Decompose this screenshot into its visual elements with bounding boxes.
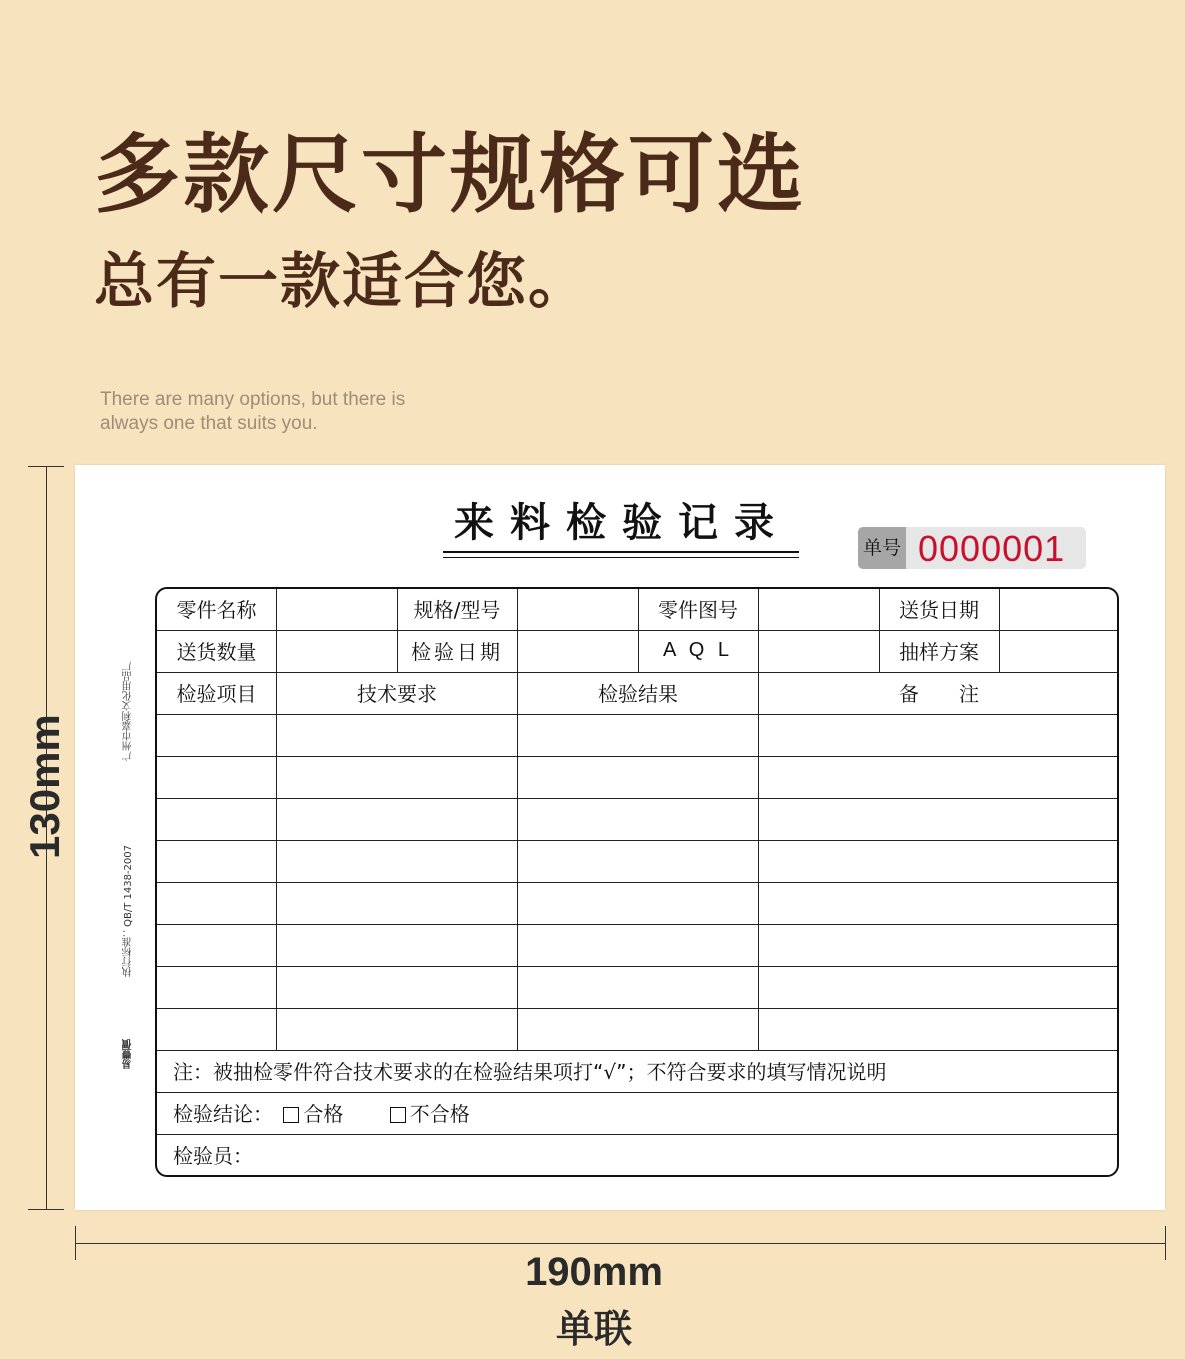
label-delivery-qty: 送货数量 xyxy=(176,640,257,664)
conclusion-row xyxy=(173,1093,470,1135)
field-aql[interactable] xyxy=(759,631,879,673)
grid-rule xyxy=(157,1008,1117,1009)
grid-rule xyxy=(157,882,1117,883)
height-dimension-tick-bottom xyxy=(28,1209,64,1210)
pass-checkbox[interactable] xyxy=(283,1107,299,1123)
fail-label: 不合格 xyxy=(409,1102,470,1126)
field-delivery-date[interactable] xyxy=(1000,589,1118,631)
title-underline-thin xyxy=(443,557,799,558)
col-header-requirement: 技术要求 xyxy=(357,682,437,706)
label-part-name: 零件名称 xyxy=(176,598,257,622)
side-logo: 易豐價 xyxy=(123,1039,134,1069)
copies-label: 单联 xyxy=(555,1307,632,1351)
grid-rule xyxy=(157,966,1117,967)
english-line-1: There are many options, but there is xyxy=(100,389,406,410)
serial-number: 0000001 xyxy=(918,528,1066,569)
serial-label: 单号 xyxy=(858,527,906,569)
fail-checkbox[interactable] xyxy=(390,1107,406,1123)
width-dimension-line xyxy=(75,1243,1166,1244)
form-title: 来料检验记录 xyxy=(454,500,790,546)
label-delivery-date: 送货日期 xyxy=(899,598,979,622)
label-drawing-no: 零件图号 xyxy=(658,598,738,622)
side-standard: 执行标准：QB/T 1438-2007 xyxy=(123,845,134,977)
grid-rule xyxy=(157,798,1117,799)
width-dimension-label: 190mm xyxy=(525,1250,663,1294)
col-header-result: 检验结果 xyxy=(598,682,678,706)
label-sampling-plan: 抽样方案 xyxy=(899,640,979,664)
field-delivery-qty[interactable] xyxy=(277,631,397,673)
pass-label: 合格 xyxy=(303,1102,344,1126)
inspection-form-paper xyxy=(75,465,1165,1210)
grid-rule xyxy=(157,840,1117,841)
field-part-name[interactable] xyxy=(277,589,397,631)
grid-rule xyxy=(157,756,1117,757)
field-inspection-date[interactable] xyxy=(518,631,638,673)
subline: 总有一款适合您。 xyxy=(94,247,590,317)
note-text: 注：被抽检零件符合技术要求的在检验结果项打“√”；不符合要求的填写情况说明 xyxy=(173,1060,887,1084)
headline: 多款尺寸规格可选 xyxy=(94,125,806,225)
field-drawing-no[interactable] xyxy=(759,589,879,631)
height-dimension-tick-top xyxy=(28,466,64,467)
field-sampling-plan[interactable] xyxy=(1000,631,1118,673)
col-header-remarks: 备 注 xyxy=(899,682,979,706)
col-header-item: 检验项目 xyxy=(176,682,257,706)
inspector-label: 检验员： xyxy=(173,1144,253,1168)
field-spec-model[interactable] xyxy=(518,589,638,631)
form-grid xyxy=(155,587,1119,1177)
side-factory-name: 广州市嘉利文化用品厂 xyxy=(123,661,134,761)
label-inspection-date: 检验日期 xyxy=(411,640,503,664)
label-aql: A Q L xyxy=(662,639,734,661)
inspector-row xyxy=(173,1135,253,1177)
grid-rule xyxy=(157,924,1117,925)
height-dimension-label: 130mm xyxy=(21,714,68,859)
conclusion-label: 检验结论： xyxy=(173,1102,273,1126)
serial-number-box xyxy=(858,527,1086,569)
title-underline-thick xyxy=(443,551,799,553)
label-spec-model: 规格/型号 xyxy=(413,598,501,622)
english-line-2: always one that suits you. xyxy=(100,413,318,434)
english-caption xyxy=(100,388,520,436)
